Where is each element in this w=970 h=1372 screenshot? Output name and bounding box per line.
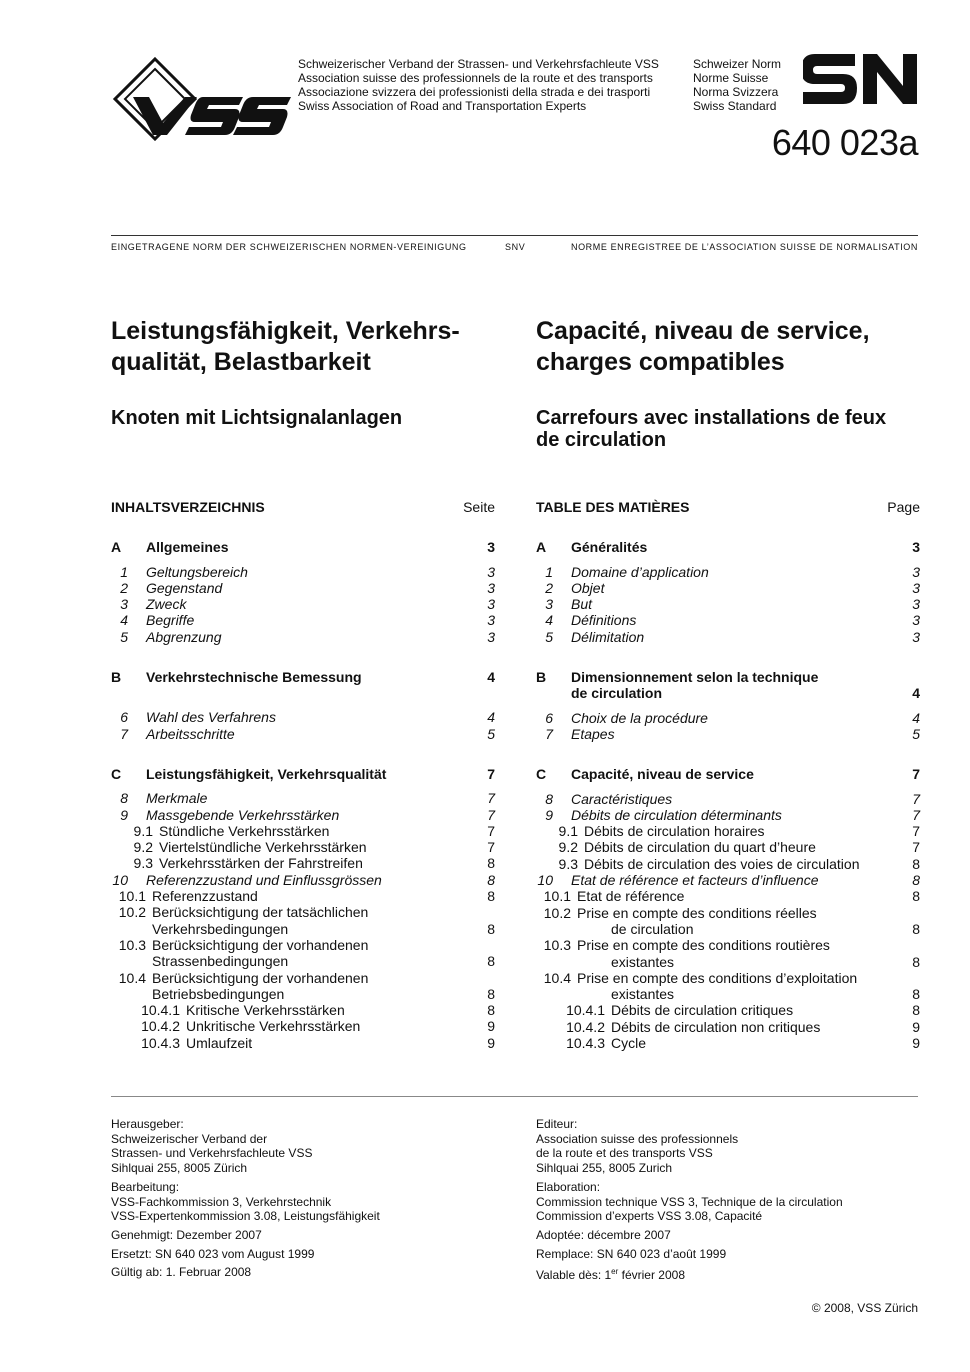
toc-subsubitem: 10.4.3 Cycle 9 bbox=[566, 1035, 920, 1052]
norm-labels bbox=[693, 57, 781, 113]
norm-line: Swiss Standard bbox=[693, 99, 777, 113]
toc-item: 3 But 3 bbox=[545, 596, 920, 613]
org-line: Associazione svizzera dei professionisti della strada e dei trasporti bbox=[298, 85, 651, 99]
toc-subitem: 9.1 Stündliche Verkehrsstärken 7 bbox=[133, 822, 495, 839]
toc-item: 10 Etat de référence et facteurs d’influence 8 bbox=[537, 872, 920, 889]
toc-subitem-cont: Betriebsbedingungen 8 bbox=[152, 985, 495, 1002]
norm-line: Norma Svizzera bbox=[693, 85, 779, 99]
french-subtitle: Carrefours avec installations de feux de circulation bbox=[536, 407, 887, 451]
toc-item: 3 Zweck 3 bbox=[120, 596, 495, 613]
registration-mid: SNV bbox=[505, 242, 526, 252]
toc-subitem-cont: Verkehrsbedingungen 8 bbox=[152, 920, 495, 937]
registration-left: EINGETRAGENE NORM DER SCHWEIZERISCHEN NORMEN-VEREINIGUNG bbox=[111, 242, 467, 252]
french-toc bbox=[536, 499, 920, 1051]
org-line: Association suisse des professionnels de la route et des transports bbox=[298, 71, 653, 85]
vss-logo bbox=[111, 57, 291, 141]
toc-subitem-cont: Strassenbedingungen 8 bbox=[152, 953, 495, 970]
toc-item: 7 Etapes 5 bbox=[545, 725, 920, 742]
toc-item: 1 Geltungsbereich 3 bbox=[120, 563, 495, 580]
org-line: Swiss Association of Road and Transportation Experts bbox=[298, 99, 587, 113]
toc-section: A Généralités 3 bbox=[536, 539, 920, 556]
french-footer: Editeur: Association suisse des professionnels de la route et des transports VSS Sihlquai 255, 8005 Zurich Elaboration: Commission technique VSS 3, Technique de la circulation Commission d’experts VSS 3.08, Capacité Adoptée: décembre 2007 Remplace: SN 640 023 d’août 1999 Valable dès: 1er février 2008 bbox=[536, 1117, 843, 1283]
toc-subitem: 9.1 Débits de circulation horaires 7 bbox=[558, 823, 920, 840]
toc-subsubitem: 10.4.1 Débits de circulation critiques 8 bbox=[566, 1002, 920, 1019]
org-line: Schweizerischer Verband der Strassen- und Verkehrsfachleute VSS bbox=[298, 57, 659, 71]
french-title: Capacité, niveau de service, charges compatibles bbox=[536, 317, 870, 376]
registration-right: NORME ENREGISTREE DE L’ASSOCIATION SUISSE DE NORMALISATION bbox=[570, 242, 918, 252]
copyright: © 2008, VSS Zürich bbox=[811, 1301, 918, 1315]
toc-item: 4 Définitions 3 bbox=[545, 612, 920, 629]
german-subtitle: Knoten mit Lichtsignalanlagen bbox=[111, 407, 403, 429]
toc-section-cont: de circulation 4 bbox=[571, 685, 920, 702]
toc-subitem-cont: existantes 8 bbox=[611, 953, 920, 970]
toc-section: A Allgemeines 3 bbox=[111, 539, 495, 556]
toc-item: 6 Wahl des Verfahrens 4 bbox=[120, 709, 495, 726]
toc-item: 8 Caractéristiques 7 bbox=[545, 790, 920, 807]
toc-item: 5 Délimitation 3 bbox=[545, 628, 920, 645]
toc-subitem: 10.2 Berücksichtigung der tatsächlichen bbox=[118, 904, 369, 921]
registration-line bbox=[111, 235, 918, 252]
toc-item: 2 Objet 3 bbox=[545, 579, 920, 596]
document-number: 640 023a bbox=[771, 122, 918, 163]
toc-section: C Leistungsfähigkeit, Verkehrsqualität 7 bbox=[111, 765, 495, 782]
toc-subitem: 10.2 Prise en compte des conditions réelles bbox=[543, 904, 817, 921]
german-column bbox=[111, 316, 495, 429]
norm-line: Schweizer Norm bbox=[693, 57, 782, 71]
toc-section: B Dimensionnement selon la technique bbox=[536, 669, 819, 686]
toc-section: C Capacité, niveau de service 7 bbox=[536, 766, 920, 783]
toc-section: B Verkehrstechnische Bemessung 4 bbox=[111, 669, 495, 686]
toc-subitem: 9.2 Viertelstündliche Verkehrsstärken 7 bbox=[133, 839, 495, 856]
toc-subsubitem: 10.4.2 Débits de circulation non critiques 9 bbox=[566, 1018, 920, 1035]
toc-item: 8 Merkmale 7 bbox=[120, 790, 495, 807]
norm-line: Norme Suisse bbox=[693, 71, 769, 85]
toc-item: 5 Abgrenzung 3 bbox=[120, 628, 495, 645]
toc-subitem: 10.3 Prise en compte des conditions routières bbox=[543, 937, 830, 954]
german-toc bbox=[111, 499, 495, 1051]
toc-subsubitem: 10.4.2 Unkritische Verkehrsstärken 9 bbox=[141, 1018, 495, 1035]
toc-header: TABLE DES MATIÈRES Page bbox=[536, 499, 920, 515]
toc-subitem: 9.3 Débits de circulation des voies de circulation 8 bbox=[558, 855, 920, 872]
toc-header: INHALTSVERZEICHNIS Seite bbox=[111, 499, 495, 515]
toc-subitem: 9.3 Verkehrsstärken der Fahrstreifen 8 bbox=[133, 855, 495, 872]
toc-item: 9 Massgebende Verkehrsstärken 7 bbox=[120, 806, 495, 823]
toc-item: 7 Arbeitsschritte 5 bbox=[120, 725, 495, 742]
toc-subitem-cont: de circulation 8 bbox=[611, 920, 920, 937]
toc-subitem: 10.4 Berücksichtigung der vorhandenen bbox=[118, 969, 369, 986]
french-column bbox=[536, 316, 920, 451]
sn-logo bbox=[803, 48, 920, 115]
toc-subitem: 9.2 Débits de circulation du quart d’heure 7 bbox=[558, 839, 920, 856]
toc-subitem: 10.3 Berücksichtigung der vorhandenen bbox=[118, 936, 369, 953]
toc-item: 4 Begriffe 3 bbox=[120, 612, 495, 629]
toc-subitem: 10.1 Referenzzustand 8 bbox=[118, 888, 495, 905]
german-title: Leistungsfähigkeit, Verkehrs- qualität, Belastbarkeit bbox=[111, 317, 460, 376]
toc-item: 6 Choix de la procédure 4 bbox=[545, 709, 920, 726]
toc-subsubitem: 10.4.3 Umlaufzeit 9 bbox=[141, 1034, 495, 1051]
toc-item: 10 Referenzzustand und Einflussgrössen 8 bbox=[112, 871, 495, 888]
organization-names bbox=[298, 57, 659, 113]
german-footer: Herausgeber: Schweizerischer Verband der Strassen- und Verkehrsfachleute VSS Sihlquai 255, 8005 Zürich Bearbeitung: VSS-Fachkommission 3, Verkehrstechnik VSS-Expertenkommission 3.08, Leistungsfähigkeit Genehmigt: Dezember 2007 Ersetzt: SN 640 023 vom August 1999 Gültig ab: 1. Februar 2008 bbox=[111, 1117, 380, 1280]
toc-item: 2 Gegenstand 3 bbox=[120, 579, 495, 596]
toc-subsubitem: 10.4.1 Kritische Verkehrsstärken 8 bbox=[141, 1002, 495, 1019]
toc-subitem: 10.1 Etat de référence 8 bbox=[543, 888, 920, 905]
toc-subitem-cont: existantes 8 bbox=[611, 986, 920, 1003]
toc-item: 1 Domaine d’application 3 bbox=[545, 563, 920, 580]
footer-divider bbox=[111, 1096, 918, 1097]
toc-subitem: 10.4 Prise en compte des conditions d’exploitation bbox=[543, 969, 858, 986]
toc-item: 9 Débits de circulation déterminants 7 bbox=[545, 806, 920, 823]
